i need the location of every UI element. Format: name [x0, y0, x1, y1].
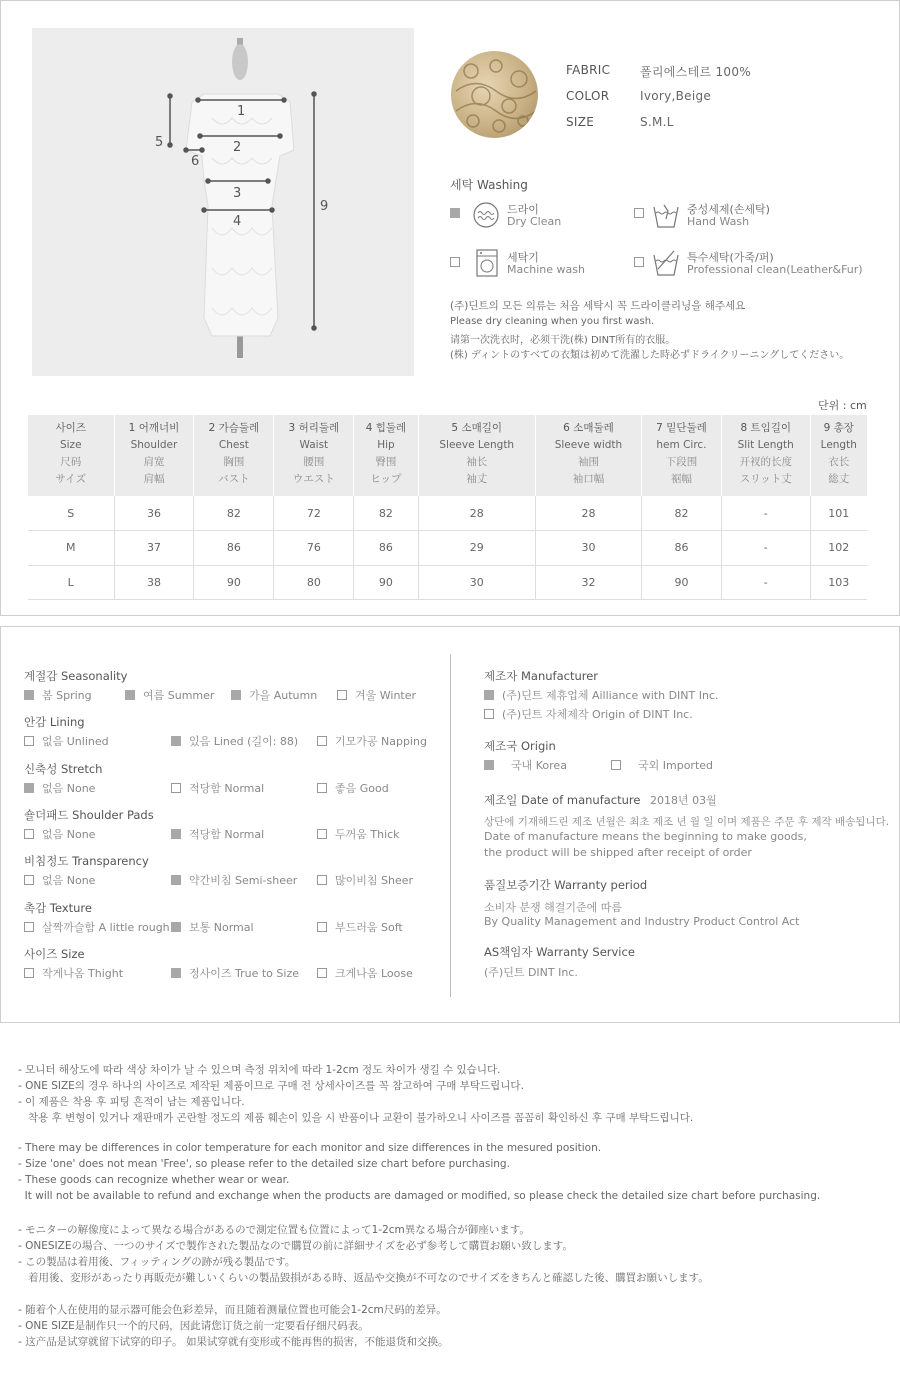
hand-wash-label-en: Hand Wash [687, 215, 750, 228]
measure-label-6: 6 [191, 154, 200, 169]
table-cell: 82 [642, 496, 722, 531]
origin-option-imported [611, 757, 713, 773]
attribute-option [317, 780, 389, 796]
checkbox [317, 968, 327, 978]
table-cell: - [721, 496, 810, 531]
measure-label-4: 4 [233, 214, 242, 229]
footer-note: - These goods can recognize whether wear or wear. [18, 1174, 290, 1186]
header-line: 사이즈 [55, 422, 86, 434]
header-line: 衣长 [828, 456, 850, 468]
header-line: 肩宽 [143, 456, 165, 468]
footer-note: - 这产品是试穿就留下试穿的印子。 如果试穿就有变形或不能再售的损害，不能退货和交换。 [18, 1336, 449, 1348]
machine-wash-label-ko: 세탁기 [507, 251, 539, 264]
attribute-option [125, 687, 214, 703]
footer-note: - この製品は着用後、フィッティングの跡が残る製品です。 [18, 1256, 296, 1268]
attribute-title: 계절감 Seasonality [24, 669, 128, 683]
header-line: Slit Length [737, 439, 794, 451]
footer-note: 착용 후 변형이 있거나 재판매가 곤란할 정도의 제품 훼손이 있을 시 반품이나 교환이 불가하오니 사이즈를 꼼꼼히 확인하신 후 구매 부탁드립니다. [18, 1112, 694, 1124]
washing-note-ko: (주)딘트의 모든 의류는 처음 세탁시 꼭 드라이클리닝을 해주세요 [450, 300, 746, 312]
manufacturer-option-alliance [484, 687, 719, 703]
measure-label-2: 2 [233, 140, 242, 155]
footer-note: - 이 제품은 착용 후 피팅 흔적이 남는 제품입니다. [18, 1096, 245, 1108]
header-line: ヒップ [370, 473, 402, 485]
size-table-header [274, 415, 354, 496]
table-cell: 90 [194, 565, 274, 600]
origin-option-korea [484, 757, 567, 773]
table-cell: 86 [194, 531, 274, 566]
header-line: 7 밑단둘레 [656, 422, 707, 434]
option-label: 여름 Summer [143, 689, 215, 702]
attribute-option [24, 919, 170, 935]
checkbox [611, 760, 621, 770]
dry-clean-label-ko: 드라이 [507, 203, 539, 216]
footer-note: - Size 'one' does not mean 'Free', so please refer to the detailed size chart before purchasing. [18, 1158, 510, 1170]
measure-label-5: 5 [155, 135, 164, 150]
option-label: 있음 Lined (길이: 88) [189, 735, 299, 748]
checkbox [125, 690, 135, 700]
header-line: 総丈 [828, 473, 850, 485]
table-cell: 90 [642, 565, 722, 600]
size-table-header [535, 415, 641, 496]
table-cell: 82 [354, 496, 418, 531]
date-line-en-2: the product will be shipped after receipt of order [484, 846, 752, 859]
attribute-option [317, 919, 403, 935]
checkbox [24, 922, 34, 932]
option-label: 많이비침 Sheer [335, 874, 414, 887]
attribute-title: 사이즈 Size [24, 947, 85, 961]
footer-note: - モニターの解像度によって異なる場合があるので測定位置も位置によって1-2cm異なる場合が御座います。 [18, 1224, 530, 1236]
header-line: Hip [377, 439, 395, 451]
attribute-title: 안감 Lining [24, 715, 85, 729]
checkbox [24, 968, 34, 978]
product-photo [32, 28, 414, 376]
washing-note-en: Please dry cleaning when you first wash. [450, 316, 655, 327]
spec-value-color: Ivory,Beige [640, 89, 712, 103]
attribute-option [317, 872, 413, 888]
option-label: 국외 Imported [638, 759, 714, 772]
option-label: 적당함 Normal [189, 828, 265, 841]
date-line-en-1: Date of manufacture means the beginning to make goods, [484, 830, 807, 843]
table-cell: 80 [274, 565, 354, 600]
attribute-option [171, 919, 254, 935]
table-cell: 29 [418, 531, 535, 566]
footer-note: - There may be differences in color temperature for each monitor and size differences in the mesured position. [18, 1142, 602, 1154]
option-label: 없음 None [42, 782, 96, 795]
washing-note-ja: (株) ディントのすべての衣類は初めて洗濯した時必ずドライクリーニングしてください。 [450, 350, 850, 361]
header-line: Length [820, 439, 857, 451]
hand-wash-icon [652, 201, 680, 229]
checkbox [24, 875, 34, 885]
checkbox [171, 736, 181, 746]
checkbox [484, 760, 494, 770]
header-line: 袖长 [466, 456, 488, 468]
attribute-option [171, 780, 264, 796]
dry-clean-checkbox [450, 208, 460, 218]
header-line: 臀围 [375, 456, 397, 468]
option-label: 두꺼움 Thick [335, 828, 400, 841]
footer-note: It will not be available to refund and exchange when the products are damaged or modified, so please check the detailed size chart before purchasing. [18, 1190, 821, 1202]
option-label: 좋음 Good [335, 782, 389, 795]
checkbox [317, 922, 327, 932]
header-line: 2 가슴둘레 [208, 422, 260, 434]
checkbox [24, 736, 34, 746]
attribute-option [231, 687, 317, 703]
table-cell: 76 [274, 531, 354, 566]
attribute-option [317, 826, 400, 842]
table-cell: 86 [642, 531, 722, 566]
measure-label-3: 3 [233, 186, 242, 201]
checkbox [337, 690, 347, 700]
option-label: 기모가공 Napping [335, 735, 427, 748]
attribute-title: 비침정도 Transparency [24, 854, 149, 868]
table-cell: 90 [354, 565, 418, 600]
spec-key-size: SIZE [566, 115, 595, 129]
option-label: 작게나옴 Thight [42, 967, 124, 980]
date-title: 제조일 Date of manufacture [484, 793, 641, 807]
checkbox [317, 829, 327, 839]
option-label: 없음 None [42, 874, 96, 887]
footer-note: - ONESIZEの場合、一つのサイズで製作された製品なので購買の前に詳細サイズを必ず参考して購買お願い致します。 [18, 1240, 573, 1252]
table-cell: S [28, 496, 114, 531]
attribute-option [337, 687, 416, 703]
attribute-option [24, 733, 109, 749]
washing-machine-icon [472, 249, 500, 277]
option-label: 부드러움 Soft [335, 921, 403, 934]
option-label: 보통 Normal [189, 921, 254, 934]
professional-clean-label-en: Professional clean(Leather&Fur) [687, 263, 863, 276]
table-cell: 72 [274, 496, 354, 531]
table-cell: 28 [418, 496, 535, 531]
attribute-option [24, 872, 95, 888]
spec-value-fabric: 폴리에스테르 100% [640, 65, 751, 79]
size-table-header [194, 415, 274, 496]
warranty-line-en: By Quality Management and Industry Product Control Act [484, 915, 800, 928]
checkbox [24, 783, 34, 793]
footer-note: - 随着个人在使用的显示器可能会色彩差异，而且随着测量位置也可能会1-2cm尺码的差异。 [18, 1304, 447, 1316]
option-label: 봄 Spring [42, 689, 92, 702]
header-line: Waist [299, 439, 329, 451]
attribute-title: 촉감 Texture [24, 901, 92, 915]
header-line: 袖口幅 [572, 473, 605, 485]
header-line: 尺码 [60, 456, 82, 468]
option-label: 가을 Autumn [249, 689, 318, 702]
mannequin-diagram [32, 28, 414, 376]
unit-label: 단위 : cm [818, 399, 867, 412]
option-label: 적당함 Normal [189, 782, 265, 795]
header-line: Size [59, 439, 82, 451]
origin-title: 제조국 Origin [484, 739, 556, 753]
header-line: バスト [218, 473, 250, 485]
washing-title: 세탁 Washing [450, 178, 528, 192]
table-cell: 37 [114, 531, 194, 566]
checkbox [317, 783, 327, 793]
header-line: Shoulder [130, 439, 178, 451]
footer-note: - ONE SIZE의 경우 하나의 사이즈로 제작된 제품이므로 구매 전 상세사이즈를 꼭 참고하여 구매 부탁드립니다. [18, 1080, 524, 1092]
option-label: (주)딘트 자체제작 Origin of DINT Inc. [502, 708, 693, 721]
size-table-header [642, 415, 722, 496]
header-line: 肩幅 [143, 473, 165, 485]
header-line: 1 어깨너비 [128, 422, 180, 434]
checkbox [171, 968, 181, 978]
warranty-line-ko: 소비자 분쟁 해결기준에 따름 [484, 901, 623, 914]
checkbox [484, 709, 494, 719]
dry-clean-label-en: Dry Clean [507, 215, 562, 228]
footer-note: - 모니터 해상도에 따라 색상 차이가 날 수 있으며 측정 위치에 따라 1-2cm 정도 차이가 생길 수 있습니다. [18, 1064, 501, 1076]
header-line: 5 소매길이 [451, 422, 503, 434]
spec-value-size: S.M.L [640, 115, 674, 129]
option-label: 겨울 Winter [355, 689, 417, 702]
header-line: hem Circ. [656, 439, 707, 451]
attribute-option [171, 733, 298, 749]
attribute-option [317, 733, 427, 749]
header-line: 裾幅 [670, 473, 692, 485]
option-label: 정사이즈 True to Size [189, 967, 299, 980]
attribute-option [171, 872, 297, 888]
checkbox [317, 736, 327, 746]
option-label: 없음 Unlined [42, 735, 109, 748]
hand-wash-label-ko: 중성세제(손세탁) [687, 203, 770, 216]
checkbox [171, 829, 181, 839]
size-table-header [418, 415, 535, 496]
checkbox [484, 690, 494, 700]
header-line: ウエスト [292, 473, 335, 485]
hand-wash-checkbox [634, 208, 644, 218]
table-row [28, 496, 867, 531]
header-line: 8 트임길이 [740, 422, 792, 434]
date-line-ko: 상단에 기재해드린 제조 년월은 최초 제조 년 월 일 이며 제품은 주문 후 제작 배송됩니다. [484, 816, 890, 828]
header-line: 袖围 [577, 456, 599, 468]
checkbox [171, 875, 181, 885]
header-line: 袖丈 [466, 473, 488, 485]
footer-note: - ONE SIZE是制作只一个的尺码，因此请您订货之前一定要看仔细尺码表。 [18, 1320, 369, 1332]
measure-label-9: 9 [320, 199, 329, 214]
checkbox [171, 922, 181, 932]
option-label: (주)딘트 제휴업체 Ailliance with DINT Inc. [502, 689, 719, 702]
header-line: 腰围 [303, 456, 325, 468]
table-cell: 30 [418, 565, 535, 600]
option-label: 살짝까슬함 A little rough [42, 921, 170, 934]
header-line: 胸围 [223, 456, 245, 468]
measure-label-1: 1 [237, 104, 246, 119]
size-table-header [810, 415, 867, 496]
header-line: サイズ [55, 473, 87, 485]
manufacturer-title: 제조자 Manufacturer [484, 669, 599, 683]
checkbox [231, 690, 241, 700]
header-line: Chest [218, 439, 249, 451]
table-cell: 101 [810, 496, 867, 531]
fabric-swatch [451, 51, 538, 138]
as-title: AS책임자 Warranty Service [484, 945, 635, 959]
option-label: 크게나옴 Loose [335, 967, 413, 980]
attribute-option [24, 826, 95, 842]
spec-key-fabric: FABRIC [566, 63, 611, 77]
attribute-option [24, 965, 123, 981]
attribute-title: 숄더패드 Shoulder Pads [24, 808, 154, 822]
table-cell: 86 [354, 531, 418, 566]
header-line: 6 소매둘레 [563, 422, 614, 434]
table-cell: 30 [535, 531, 641, 566]
table-cell: - [721, 531, 810, 566]
warranty-title: 품질보증기간 Warranty period [484, 878, 648, 892]
header-line: 9 총장 [823, 422, 854, 434]
machine-wash-checkbox [450, 257, 460, 267]
attribute-option [317, 965, 413, 981]
size-table-header [114, 415, 194, 496]
table-cell: 36 [114, 496, 194, 531]
machine-wash-label-en: Machine wash [507, 263, 585, 276]
attribute-title: 신축성 Stretch [24, 762, 103, 776]
table-cell: M [28, 531, 114, 566]
option-label: 약간비침 Semi-sheer [189, 874, 298, 887]
size-table-header [28, 415, 114, 496]
checkbox [317, 875, 327, 885]
washing-note-zh: 请第一次洗衣时，必须干洗(株) DINT所有的衣服。 [450, 335, 676, 346]
size-table-header [354, 415, 418, 496]
table-cell: 82 [194, 496, 274, 531]
table-cell: 32 [535, 565, 641, 600]
attribute-option [171, 826, 264, 842]
table-row [28, 531, 867, 566]
attribute-option [24, 780, 95, 796]
table-cell: - [721, 565, 810, 600]
table-cell: 28 [535, 496, 641, 531]
header-line: Sleeve width [554, 439, 623, 451]
divider [450, 654, 451, 997]
size-table [28, 415, 867, 600]
header-line: Sleeve Length [439, 439, 515, 451]
table-row [28, 565, 867, 600]
table-cell: L [28, 565, 114, 600]
header-line: 下段围 [665, 456, 698, 468]
as-value: (주)딘트 DINT Inc. [484, 966, 578, 979]
professional-clean-checkbox [634, 257, 644, 267]
dry-clean-icon [472, 201, 500, 229]
header-line: スリット丈 [739, 473, 792, 485]
option-label: 없음 None [42, 828, 96, 841]
attribute-option [24, 687, 92, 703]
header-line: 4 힙둘레 [365, 422, 407, 434]
table-cell: 38 [114, 565, 194, 600]
checkbox [24, 690, 34, 700]
checkbox [24, 829, 34, 839]
footer-note: 着用後、変形があったり再販売が難しいくらいの製品毀損がある時、返品や交換が不可なのでサイズをきちんと確認した後、購買お願いします。 [18, 1272, 709, 1284]
option-label: 국내 Korea [511, 759, 567, 772]
professional-clean-label-ko: 특수세탁(가죽/퍼) [687, 251, 774, 264]
table-cell: 103 [810, 565, 867, 600]
manufacturer-option-origin [484, 706, 693, 722]
checkbox [171, 783, 181, 793]
date-value: 2018년 03월 [650, 794, 717, 807]
attribute-option [171, 965, 299, 981]
header-line: 开衩的长度 [739, 456, 792, 468]
spec-key-color: COLOR [566, 89, 610, 103]
professional-clean-icon [652, 249, 680, 277]
size-table-header [721, 415, 810, 496]
table-cell: 102 [810, 531, 867, 566]
header-line: 3 허리둘레 [288, 422, 340, 434]
